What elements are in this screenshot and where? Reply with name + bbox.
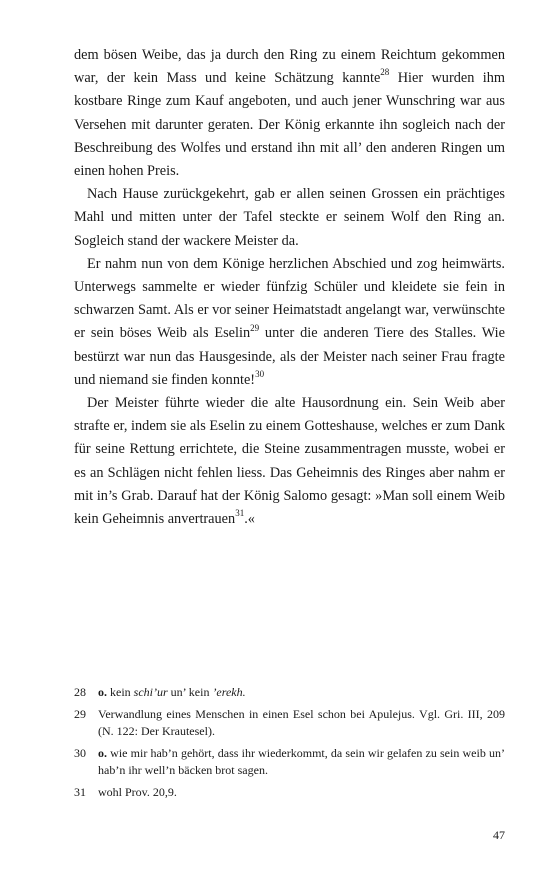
footnote-text-part: o. [98, 745, 107, 760]
paragraph [74, 253, 505, 392]
footnote-text [98, 745, 505, 780]
paragraph [74, 44, 505, 183]
footnote-text-part: schi’ur [133, 685, 168, 699]
page-number: 47 [493, 828, 505, 842]
footnote [74, 684, 505, 702]
footnote-text [98, 684, 505, 702]
footnote-number: 29 [74, 706, 86, 721]
text-segment: unter die anderen Tiere des Stalles. Wie bestürzt war nun das Hausgesinde, als der Meister nach seiner Frau fragte und niemand sie finden konnte! [74, 325, 505, 388]
footnote-reference: 31 [235, 508, 245, 519]
footnote-reference: 30 [255, 369, 265, 380]
footnote-text-part: un’ kein [167, 685, 213, 699]
footnote-text-part: o. [98, 685, 107, 699]
footnote-reference: 29 [250, 322, 260, 333]
footnote-text [98, 784, 505, 802]
text-segment: Hier wurden ihm kostbare Ringe zum Kauf angeboten, und auch jener Wunschring war aus Versehen mit darunter geraten. Der König erkannte ihn sogleich nach der Beschreibung des Wolfes und erstand ihn mit all’ den anderen Ringen um einen hohen Preis. [74, 70, 505, 180]
footnote-number: 30 [74, 745, 86, 760]
footnote [74, 745, 505, 780]
main-text [74, 44, 505, 531]
footnote [74, 784, 505, 802]
text-segment: .« [244, 511, 255, 528]
page-body [74, 44, 505, 531]
footnote-text-part: kein [107, 685, 134, 699]
footnote-number: 31 [74, 784, 86, 799]
footnote-number: 28 [74, 685, 86, 699]
footnote-text-part: ’erekh. [212, 685, 246, 699]
footnotes [74, 684, 505, 806]
text-segment: dem bösen Weibe, das ja durch den Ring zu einem Reichtum gekommen war, der kein Mass und keine Schätzung kannte [74, 47, 505, 87]
footnote-text-part: wie mir hab’n gehört, dass ihr wiederkommt, da sein wir gelafen zu sein weib un’ hab’n ihr well’n bäcken brot sagen. [98, 745, 505, 778]
footnote-reference: 28 [380, 67, 390, 78]
footnote-text-part: wohl Prov. 20,9. [98, 784, 177, 799]
footnote-text [98, 706, 505, 741]
paragraph [74, 183, 505, 253]
footnote-text-part: Verwandlung eines Menschen in einen Esel schon bei Apulejus. Vgl. Gri. III, 209 (N. 122: Der Krautesel). [98, 706, 505, 739]
text-segment: Er nahm nun von dem Könige herzlichen Abschied und zog heimwärts. Unterwegs sammelte er wieder fünfzig Schüler und kleidete sie fein in schwarzen Samt. Als er vor seiner Heimatstadt angelangt war, verwünschte er sein böses Weib als Eselin [74, 255, 505, 342]
paragraph [74, 392, 505, 531]
text-segment: Nach Hause zurückgekehrt, gab er allen seinen Grossen ein prächtiges Mahl und mitten unter der Tafel steckte er seinem Wolf den Ring an. Sogleich stand der wackere Meister da. [74, 186, 505, 249]
footnote [74, 706, 505, 741]
text-segment: Der Meister führte wieder die alte Hausordnung ein. Sein Weib aber strafte er, indem sie als Eselin zu einem Gotteshause, welches er zum Dank für seine Rettung errichtete, die Steine zusammentragen musste, wobei er es an Schlägen nicht fehlen liess. Das Geheimnis des Ringes aber nahm er mit in’s Grab. Darauf hat der König Salomo gesagt: »Man soll einem Weib kein Geheimnis anvertrauen [74, 395, 505, 528]
